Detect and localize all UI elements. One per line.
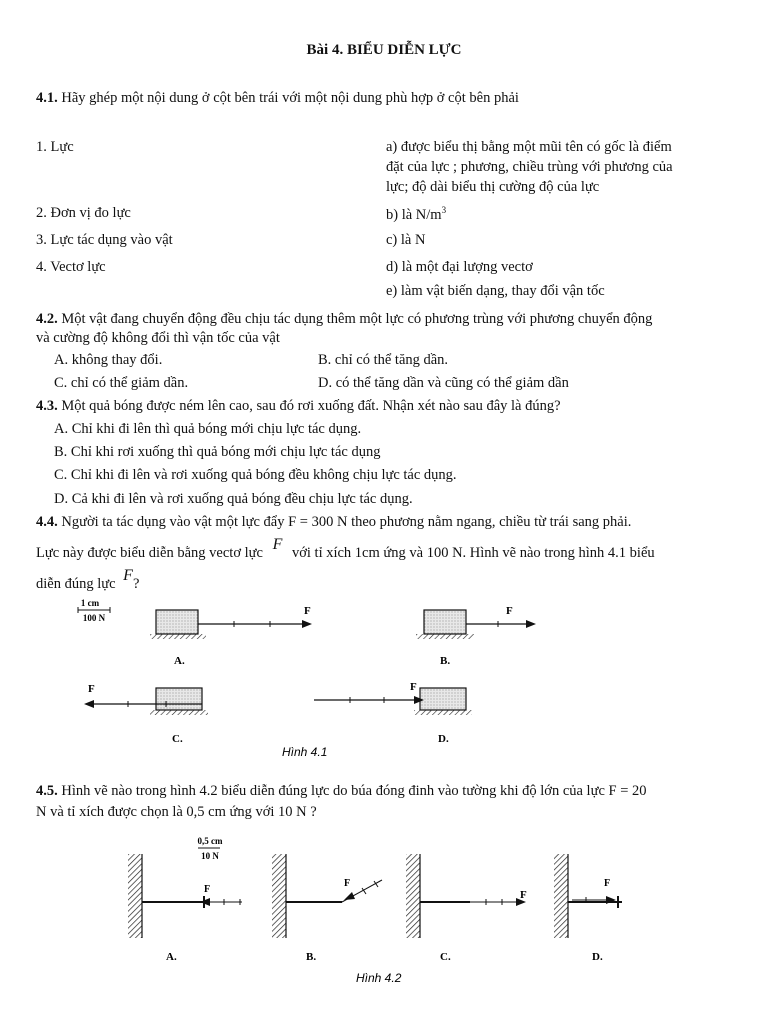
text-segment: Lực này được biểu diễn bằng vectơ lực	[36, 545, 263, 561]
question-text: Hãy ghép một nội dung ở cột bên trái với một nội dung phù hợp ở cột bên phải	[61, 90, 519, 106]
text-segment: với tỉ xích 1cm ứng và 100 N. Hình vẽ nào trong hình 4.1 biểu	[291, 545, 655, 561]
option-b: B. Chỉ khi rơi xuống thì quả bóng mới chịu lực tác dụng	[54, 444, 381, 460]
match-right-a-line2: đặt của lực ; phương, chiều trùng với phương của	[386, 159, 673, 175]
force-label: F	[506, 605, 513, 617]
label-d: D.	[592, 951, 603, 963]
match-left-4: 4. Vectơ lực	[36, 259, 106, 275]
figure-caption: Hình 4.2	[356, 971, 402, 985]
question-4-1	[36, 90, 519, 107]
figure-4-2	[120, 834, 650, 986]
figure-caption: Hình 4.1	[282, 745, 328, 759]
force-label: F	[520, 889, 527, 901]
question-4-4-line2	[36, 536, 655, 562]
question-text: Một quả bóng được ném lên cao, sau đó rơi xuống đất. Nhận xét nào sau đây là đúng?	[61, 398, 561, 414]
match-right-a-line1: a) được biểu thị bằng một mũi tên có gốc là điểm	[386, 139, 672, 155]
force-label: F	[304, 605, 311, 617]
figure-4-1	[70, 596, 570, 764]
scale-indicator	[198, 836, 223, 861]
match-right-e: e) làm vật biến dạng, thay đổi vận tốc	[386, 283, 605, 299]
question-4-3	[36, 398, 561, 415]
label-c: C.	[172, 733, 183, 745]
question-number: 4.2.	[36, 311, 58, 327]
option-d-drawing	[554, 854, 622, 963]
option-b-drawing	[416, 605, 536, 667]
question-number: 4.5.	[36, 783, 58, 799]
scale-bottom-label: 100 N	[82, 613, 106, 623]
scale-top-label: 1 cm	[80, 598, 100, 608]
force-label: F	[204, 884, 211, 895]
option-c: C. Chỉ khi đi lên và rơi xuống quả bóng đều không chịu lực tác dụng.	[54, 467, 457, 483]
match-right-d: d) là một đại lượng vectơ	[386, 259, 533, 275]
option-b-drawing	[272, 854, 382, 963]
option-c: C. chỉ có thể giảm dần.	[54, 375, 189, 391]
question-text: Một vật đang chuyển động đều chịu tác dụng thêm một lực có phương trùng với phương chuyển động	[61, 311, 653, 327]
label-b: B.	[306, 951, 317, 963]
page-title: Bài 4. BIỂU DIỄN LỰC	[306, 42, 462, 58]
question-4-4	[36, 514, 631, 531]
force-label: F	[410, 681, 417, 693]
label-a: A.	[174, 655, 185, 667]
option-b: B. chỉ có thể tăng dần.	[318, 352, 449, 368]
option-d: D. có thể tăng dần và cũng có thể giảm dần	[318, 375, 569, 391]
option-a: A. không thay đổi.	[54, 352, 163, 368]
match-right-a-line3: lực; độ dài biểu thị cường độ của lực	[386, 179, 600, 195]
force-label: F	[604, 878, 611, 889]
question-4-2	[36, 311, 652, 328]
vector-f-symbol: F	[123, 567, 133, 584]
option-c-drawing	[406, 854, 527, 963]
label-d: D.	[438, 733, 449, 745]
option-a-drawing	[150, 605, 312, 667]
match-right-c: c) là N	[386, 232, 426, 248]
match-left-2: 2. Đơn vị đo lực	[36, 205, 131, 221]
scale-top-label: 0,5 cm	[197, 836, 223, 846]
question-number: 4.1.	[36, 90, 58, 106]
match-right-b	[386, 205, 446, 224]
option-d: D. Cả khi đi lên và rơi xuống quả bóng đều chịu lực tác dụng.	[54, 491, 413, 507]
question-text: Người ta tác dụng vào vật một lực đẩy F = 300 N theo phương nằm ngang, chiều từ trái sang phải.	[61, 514, 632, 530]
question-number: 4.3.	[36, 398, 58, 414]
vector-f-symbol: F	[272, 536, 283, 553]
question-4-2-line2: và cường độ không đổi thì vận tốc của vật	[36, 330, 280, 346]
scale-indicator	[78, 598, 110, 623]
superscript: 3	[441, 205, 447, 215]
label-a: A.	[166, 951, 177, 963]
option-d-drawing	[314, 681, 472, 745]
text-segment: ?	[132, 576, 140, 592]
match-left-3: 3. Lực tác dụng vào vật	[36, 232, 173, 248]
question-text: Hình vẽ nào trong hình 4.2 biểu diễn đúng lực do búa đóng đinh vào tường khi độ lớn của lực F = 20	[61, 783, 647, 799]
match-right-b-text: b) là N/m	[386, 206, 442, 223]
option-c-drawing	[84, 683, 208, 745]
option-a-drawing	[128, 854, 242, 963]
match-left-1: 1. Lực	[36, 139, 74, 155]
text-segment: diễn đúng lực	[36, 576, 116, 592]
scale-bottom-label: 10 N	[201, 851, 219, 861]
question-4-5-line2: N và tỉ xích được chọn là 0,5 cm ứng với 10 N ?	[36, 804, 317, 820]
question-4-4-line3	[36, 567, 140, 593]
option-a: A. Chỉ khi đi lên thì quả bóng mới chịu lực tác dụng.	[54, 421, 362, 437]
label-b: B.	[440, 655, 451, 667]
force-label: F	[344, 878, 351, 889]
question-number: 4.4.	[36, 514, 58, 530]
label-c: C.	[440, 951, 451, 963]
question-4-5	[36, 783, 647, 800]
force-label: F	[88, 683, 95, 695]
